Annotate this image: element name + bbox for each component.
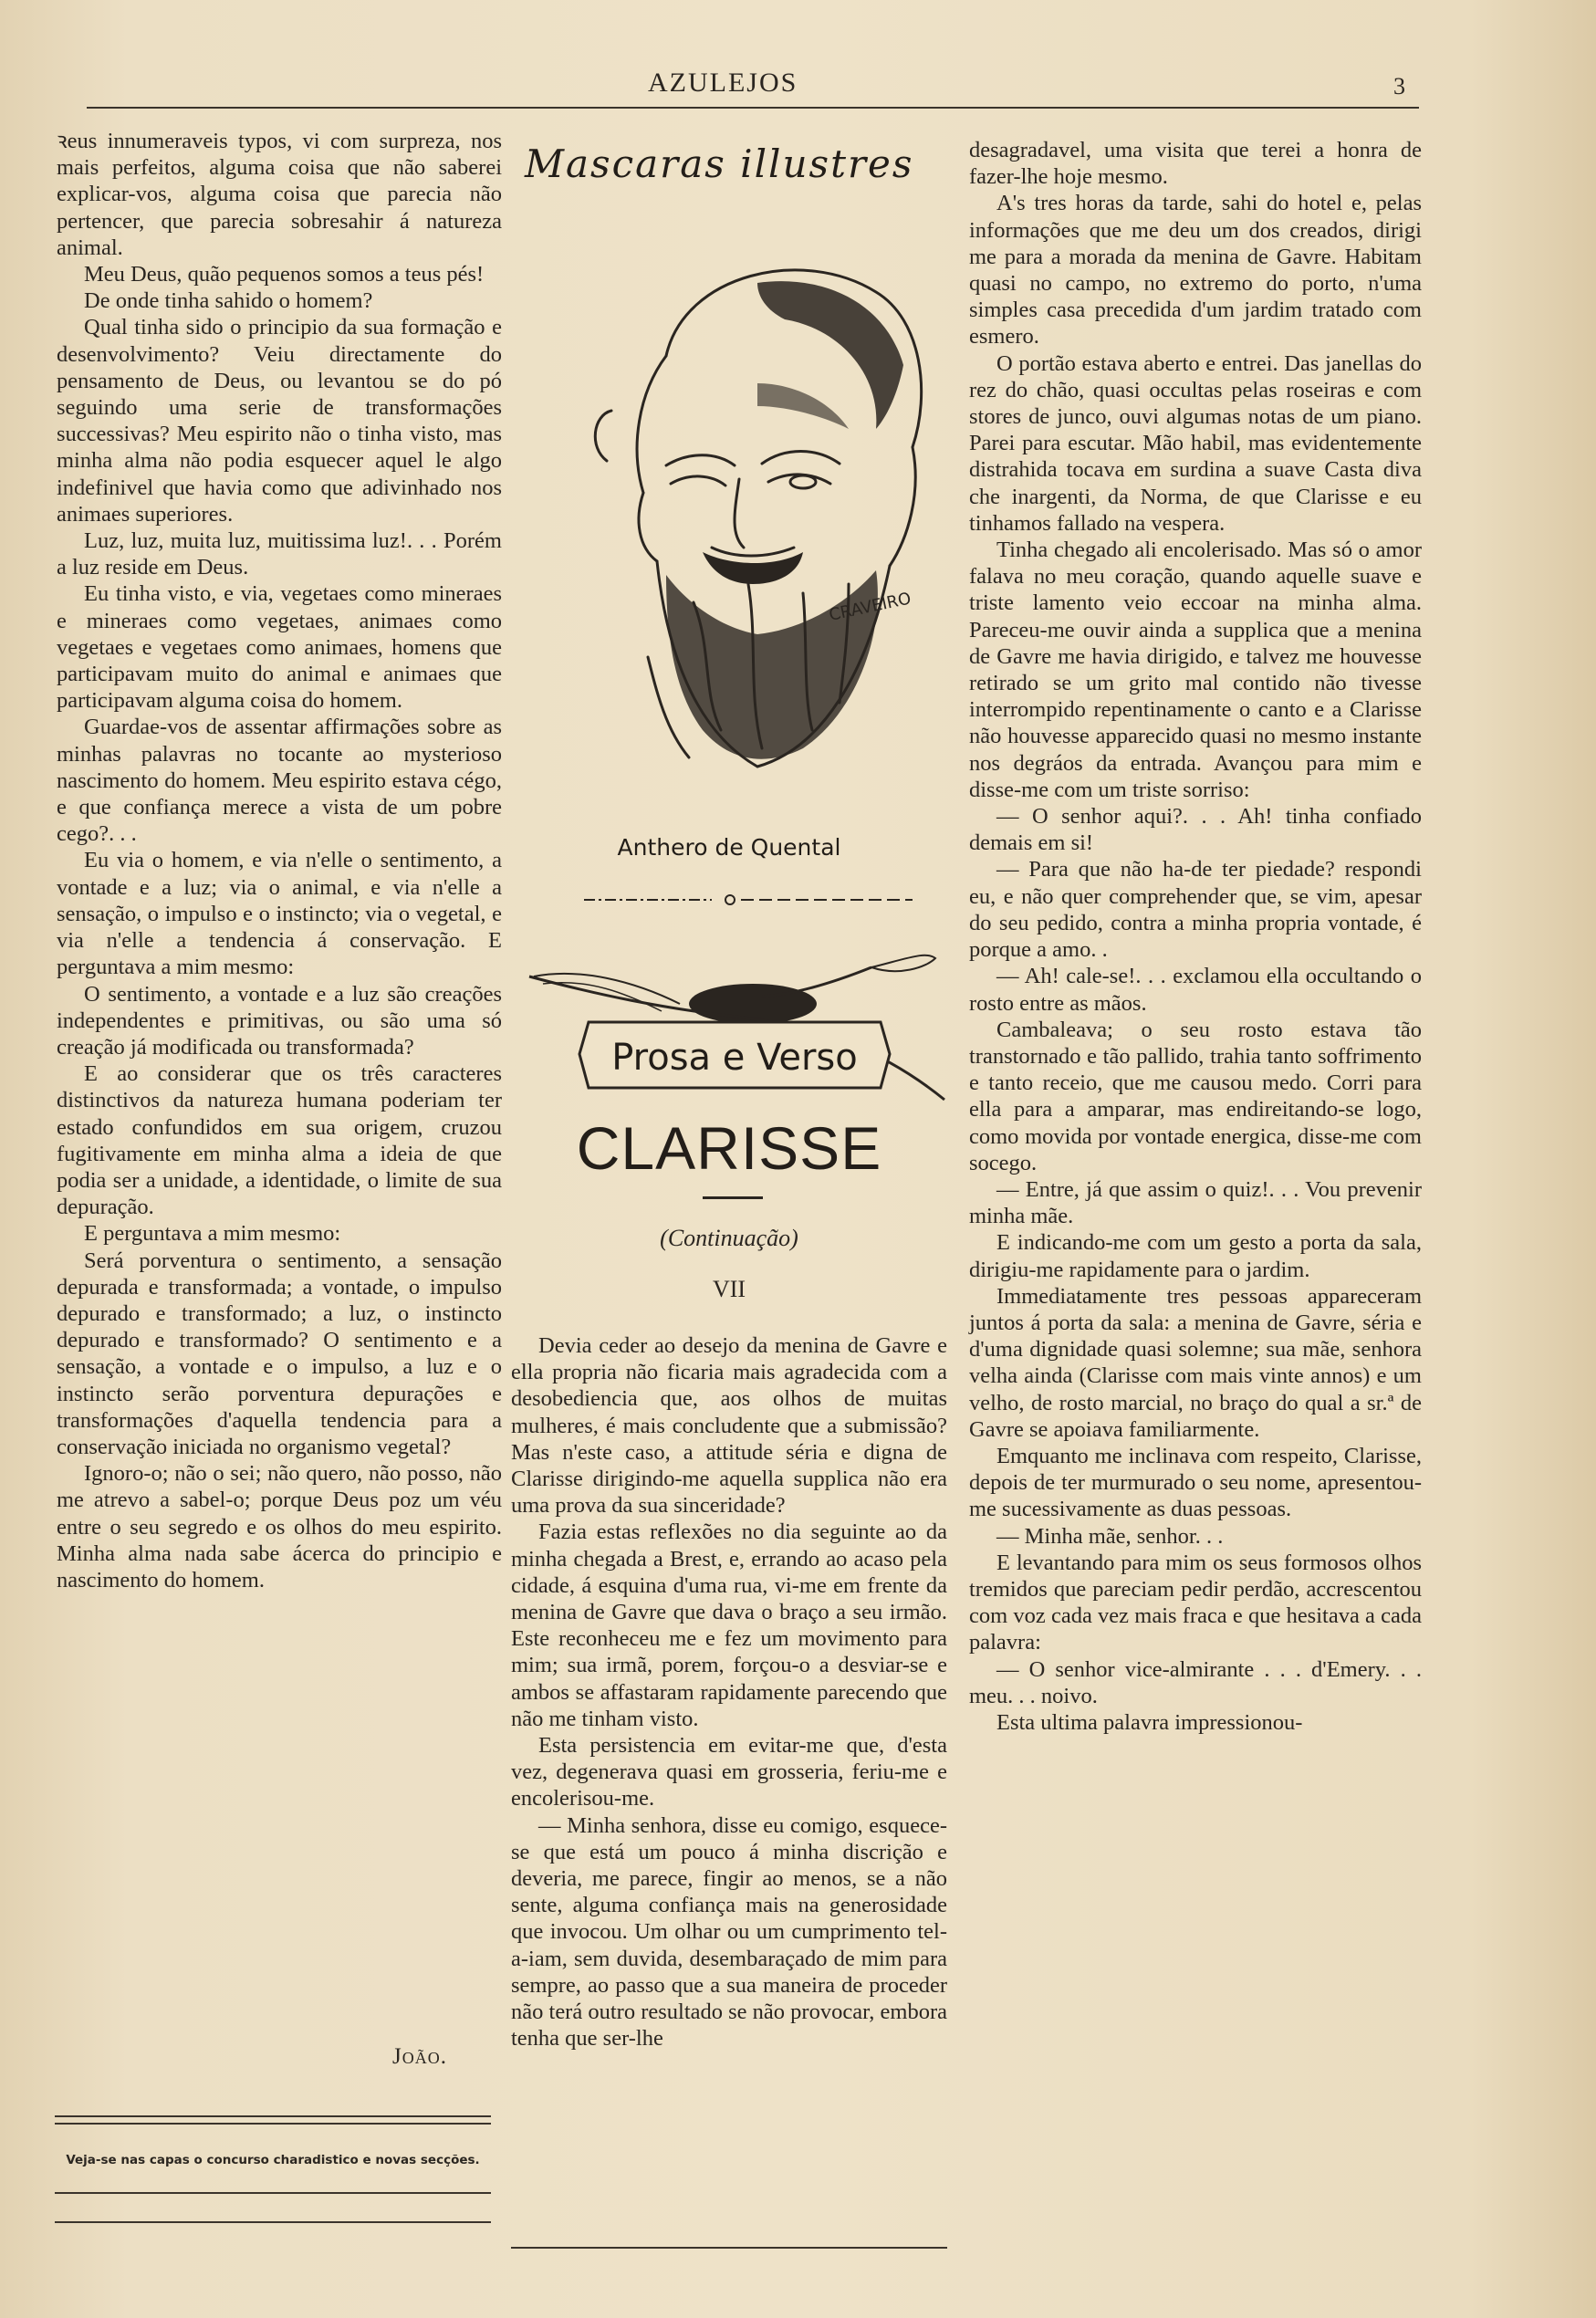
paragraph: De onde tinha sahido o homem? xyxy=(84,288,373,314)
paragraph: E indicando-me com um gesto a porta da sala, dirigiu-me rapidamente para o jardim. xyxy=(969,1230,1422,1282)
paragraph: Tinha chegado ali encolerisado. Mas só o amor falava no meu coração, quando aquelle suave e triste lamento veio eccoar na minha alma. Pareceu-me ouvir ainda a supplica que a menina de Gavre me havia dirigido, e talvez me houvesse retirado se um grito mal contido não tivesse interrompido repentinamente o canto e a Clarisse não houvesse apparecido quasi no mesmo instante nos degráos da entrada. Avançou para mim e disse-me com um triste sorriso: xyxy=(969,538,1422,802)
middle-column xyxy=(511,1332,947,2052)
paragraph: Qual tinha sido o principio da sua formação e desenvolvimento? Veiu directamente do pensamento de Deus, ou levantou se do pó seguindo uma serie de transformações successivas? Meu espirito não o tinha visto, mas minha alma não podia esquecer aquel le algo indefinivel que havia como que adivinhado nos animaes superiores. xyxy=(57,315,502,527)
paragraph: Meu Deus, quão pequenos somos a teus pés! xyxy=(84,262,485,287)
paragraph: Esta ultima palavra impressionou- xyxy=(996,1709,1303,1735)
page-number: 3 xyxy=(1393,73,1405,99)
artist-signature: CRAVEIRO xyxy=(827,589,913,625)
paragraph: desagradavel, uma visita que terei a honra de fazer-lhe hoje mesmo. xyxy=(969,138,1422,190)
paragraph: Eu tinha visto, e via, vegetaes como mineraes e mineraes como vegetaes, animaes como vegetaes e vegetaes como animaes, homens que participavam muito do animal e animaes que participavam alguma coisa do homem. xyxy=(57,581,502,714)
prosa-verso-banner xyxy=(525,940,954,1113)
left-column xyxy=(57,128,502,1593)
column-rule xyxy=(511,2247,947,2249)
paragraph: O portão estava aberto e entrei. Das janellas do rez do chão, quasi occultas pelas roseiras e com stores de junco, ouvi algumas notas de um piano. Parei para escutar. Mão habil, mas evidentemente distrahida tocava em surdina a suave Casta diva che inargenti, da Norma, de que Clarisse e eu tinhamos fallado na vespera. xyxy=(969,350,1422,536)
paragraph: Devia ceder ao desejo da menina de Gavre e ella propria não ficaria mais agradecida com a desobediencia que, aos olhos de muitas mulheres, é mais concludente que a submissão? Mas n'este caso, a attitude séria e digna de Clarisse dirigindo-me aquella supplica não era uma prova da sua sinceridade? xyxy=(511,1333,947,1519)
paragraph: Immediatamente tres pessoas appareceram juntos á porta da sala: a menina de Gavre, séria e d'uma dignidade quasi solemne; sua mãe, senhora velha ainda (Clarisse com mais vinte annos) e um velho, de rosto marcial, no braço do qual a sr.ª de Gavre se apoiava familiarmente. xyxy=(969,1283,1422,1442)
title-rule xyxy=(703,1196,763,1199)
banner-label: Prosa e Verso xyxy=(611,1037,858,1079)
paragraph: E levantando para mim os seus formosos olhos tremidos que pareciam pedir perdão, accrescentou com voz cada vez mais fraca e que hesitava a cada palavra: xyxy=(969,1550,1422,1655)
page-header xyxy=(87,64,1419,110)
paragraph: E ao considerar que os três caracteres distinctivos da natureza humana poderiam ter estado confundidos em sua origem, cruzou fugitivamente em minha alma a ideia de que podia ser a unidade, a identidade, o limite de sua depuração. xyxy=(57,1061,502,1220)
paragraph: Esta persistencia em evitar-me que, d'esta vez, degenerava quasi em grosseria, feriu-me e encolerisou-me. xyxy=(511,1733,947,1812)
continuation-label: (Continuação) xyxy=(660,1225,798,1251)
column-rule xyxy=(55,2123,491,2125)
paragraph: Emquanto me inclinava com respeito, Clarisse, depois de ter murmurado o seu nome, apresentou-me sucessivamente as duas pessoas. xyxy=(969,1443,1422,1522)
portrait-caption: Anthero de Quental xyxy=(617,834,841,861)
paragraph: — Para que não ha-de ter piedade? respondi eu, e não quer comprehender que, se vim, apesar do seu pedido, contra a minha propria vontade, é porque a amo. . xyxy=(969,857,1422,963)
right-column xyxy=(969,137,1422,1736)
paragraph: A's tres horas da tarde, sahi do hotel e, pelas informações que me deu um dos creados, dirigi me para a morada da menina de Gavre. Habitam quasi no campo, no extremo do porto, n'uma simples casa precedida d'um jardim tratado com esmero. xyxy=(969,191,1422,350)
paragraph: Eu via o homem, e via n'elle o sentimento, a vontade e a luz; via o animal, e via n'elle a sensação, o impulso e o instincto; via o vegetal, e via n'elle a tendencia á conservação. E perguntava a mim mesmo: xyxy=(57,848,502,980)
ornamental-divider xyxy=(584,874,913,925)
paragraph: Ignoro-o; não o sei; não quero, não posso, não me atrevo a sabel-o; porque Deus poz um véu entre o seu segredo e os olhos do meu espirito. Minha alma nada sabe ácerca do principio e nascimento do homem. xyxy=(57,1461,502,1592)
paragraph: O sentimento, a vontade e a luz são creações independentes e primitivas, ou são uma só creação já modificada ou transformada? xyxy=(57,981,502,1060)
paragraph: — Entre, já que assim o quiz!. . . Vou prevenir minha mãe. xyxy=(969,1176,1422,1229)
header-rule xyxy=(87,107,1419,109)
column-rule xyxy=(55,2221,491,2223)
section-title: Mascaras illustres xyxy=(525,141,914,186)
story-title: CLARISSE xyxy=(576,1114,882,1182)
column-rule xyxy=(55,2192,491,2194)
notice-text: Veja-se nas capas o concurso charadistico e novas secções. xyxy=(66,2153,480,2167)
paragraph: — Ah! cale-se!. . . exclamou ella occultando o rosto entre as mãos. xyxy=(969,964,1422,1016)
chapter-number: VII xyxy=(712,1276,746,1302)
paragraph: Cambaleava; o seu rosto estava tão transtornado e tão pallido, trahia tanto soffrimento e tanto receio, que me causou medo. Corri para ella para a amparar, mas endireitando-se logo, como movida por vontade energica, disse-me com socego. xyxy=(969,1017,1422,1175)
portrait-illustration xyxy=(529,219,940,821)
paragraph: Será porventura o sentimento, a sensação depurada e transformada; a vontade, o impulso depurado e transformado; a luz, o instincto depurado e transformado? O sentimento e a sensação, a vontade e o impulso, a luz e o instincto serão porventura depurações e transformações d'aquella tendencia para a conservação iniciada no organismo vegetal? xyxy=(57,1248,502,1459)
author-signature: João. xyxy=(392,2044,447,2069)
paragraph: ꝛeus innumeraveis typos, vi com surpreza, nos mais perfeitos, alguma coisa que não saberei explicar-vos, alguma coisa que parecia não pertencer, que parecia sobresahir á natureza animal. xyxy=(57,129,502,260)
paragraph: Fazia estas reflexões no dia seguinte ao da minha chegada a Brest, e, errando ao acaso pela cidade, á esquina d'uma rua, vi-me em frente da menina de Gavre que dava o braço a seu irmão. Este reconheceu me e fez um movimento para mim; sua irmã, porem, forçou-o a desviar-se e ambos se affastaram rapidamente parecendo que não me tinham visto. xyxy=(511,1519,947,1731)
paragraph: — Minha senhora, disse eu comigo, esquece-se que está um pouco á minha discrição e deveria, me parece, fingir ao menos, se a não sente, alguma confiança mais na generosidade que invocou. Um olhar ou um cumprimento tel-a-iam, sem duvida, desembaraçado de mim para sempre, ao passo que a sua maneira de proceder não terá outro resultado se não provocar, embora tenha que ser-lhe xyxy=(511,1812,947,2052)
paragraph: E perguntava a mim mesmo: xyxy=(84,1221,341,1247)
column-rule xyxy=(55,2115,491,2117)
paragraph: — Minha mãe, senhor. . . xyxy=(996,1523,1224,1549)
masthead-title: AZULEJOS xyxy=(648,68,798,98)
paragraph: Guardae-vos de assentar affirmações sobre as minhas palavras no tocante ao mysterioso nascimento do homem. Meu espirito estava cégo, e que confiança merece a vista de um pobre cego?. . . xyxy=(57,715,502,847)
paragraph: — O senhor vice-almirante . . . d'Emery. . . meu. . . noivo. xyxy=(969,1656,1422,1708)
paragraph: — O senhor aqui?. . . Ah! tinha confiado demais em si! xyxy=(969,804,1422,856)
paragraph: Luz, luz, muita luz, muitissima luz!. . . Porém a luz reside em Deus. xyxy=(57,528,502,580)
